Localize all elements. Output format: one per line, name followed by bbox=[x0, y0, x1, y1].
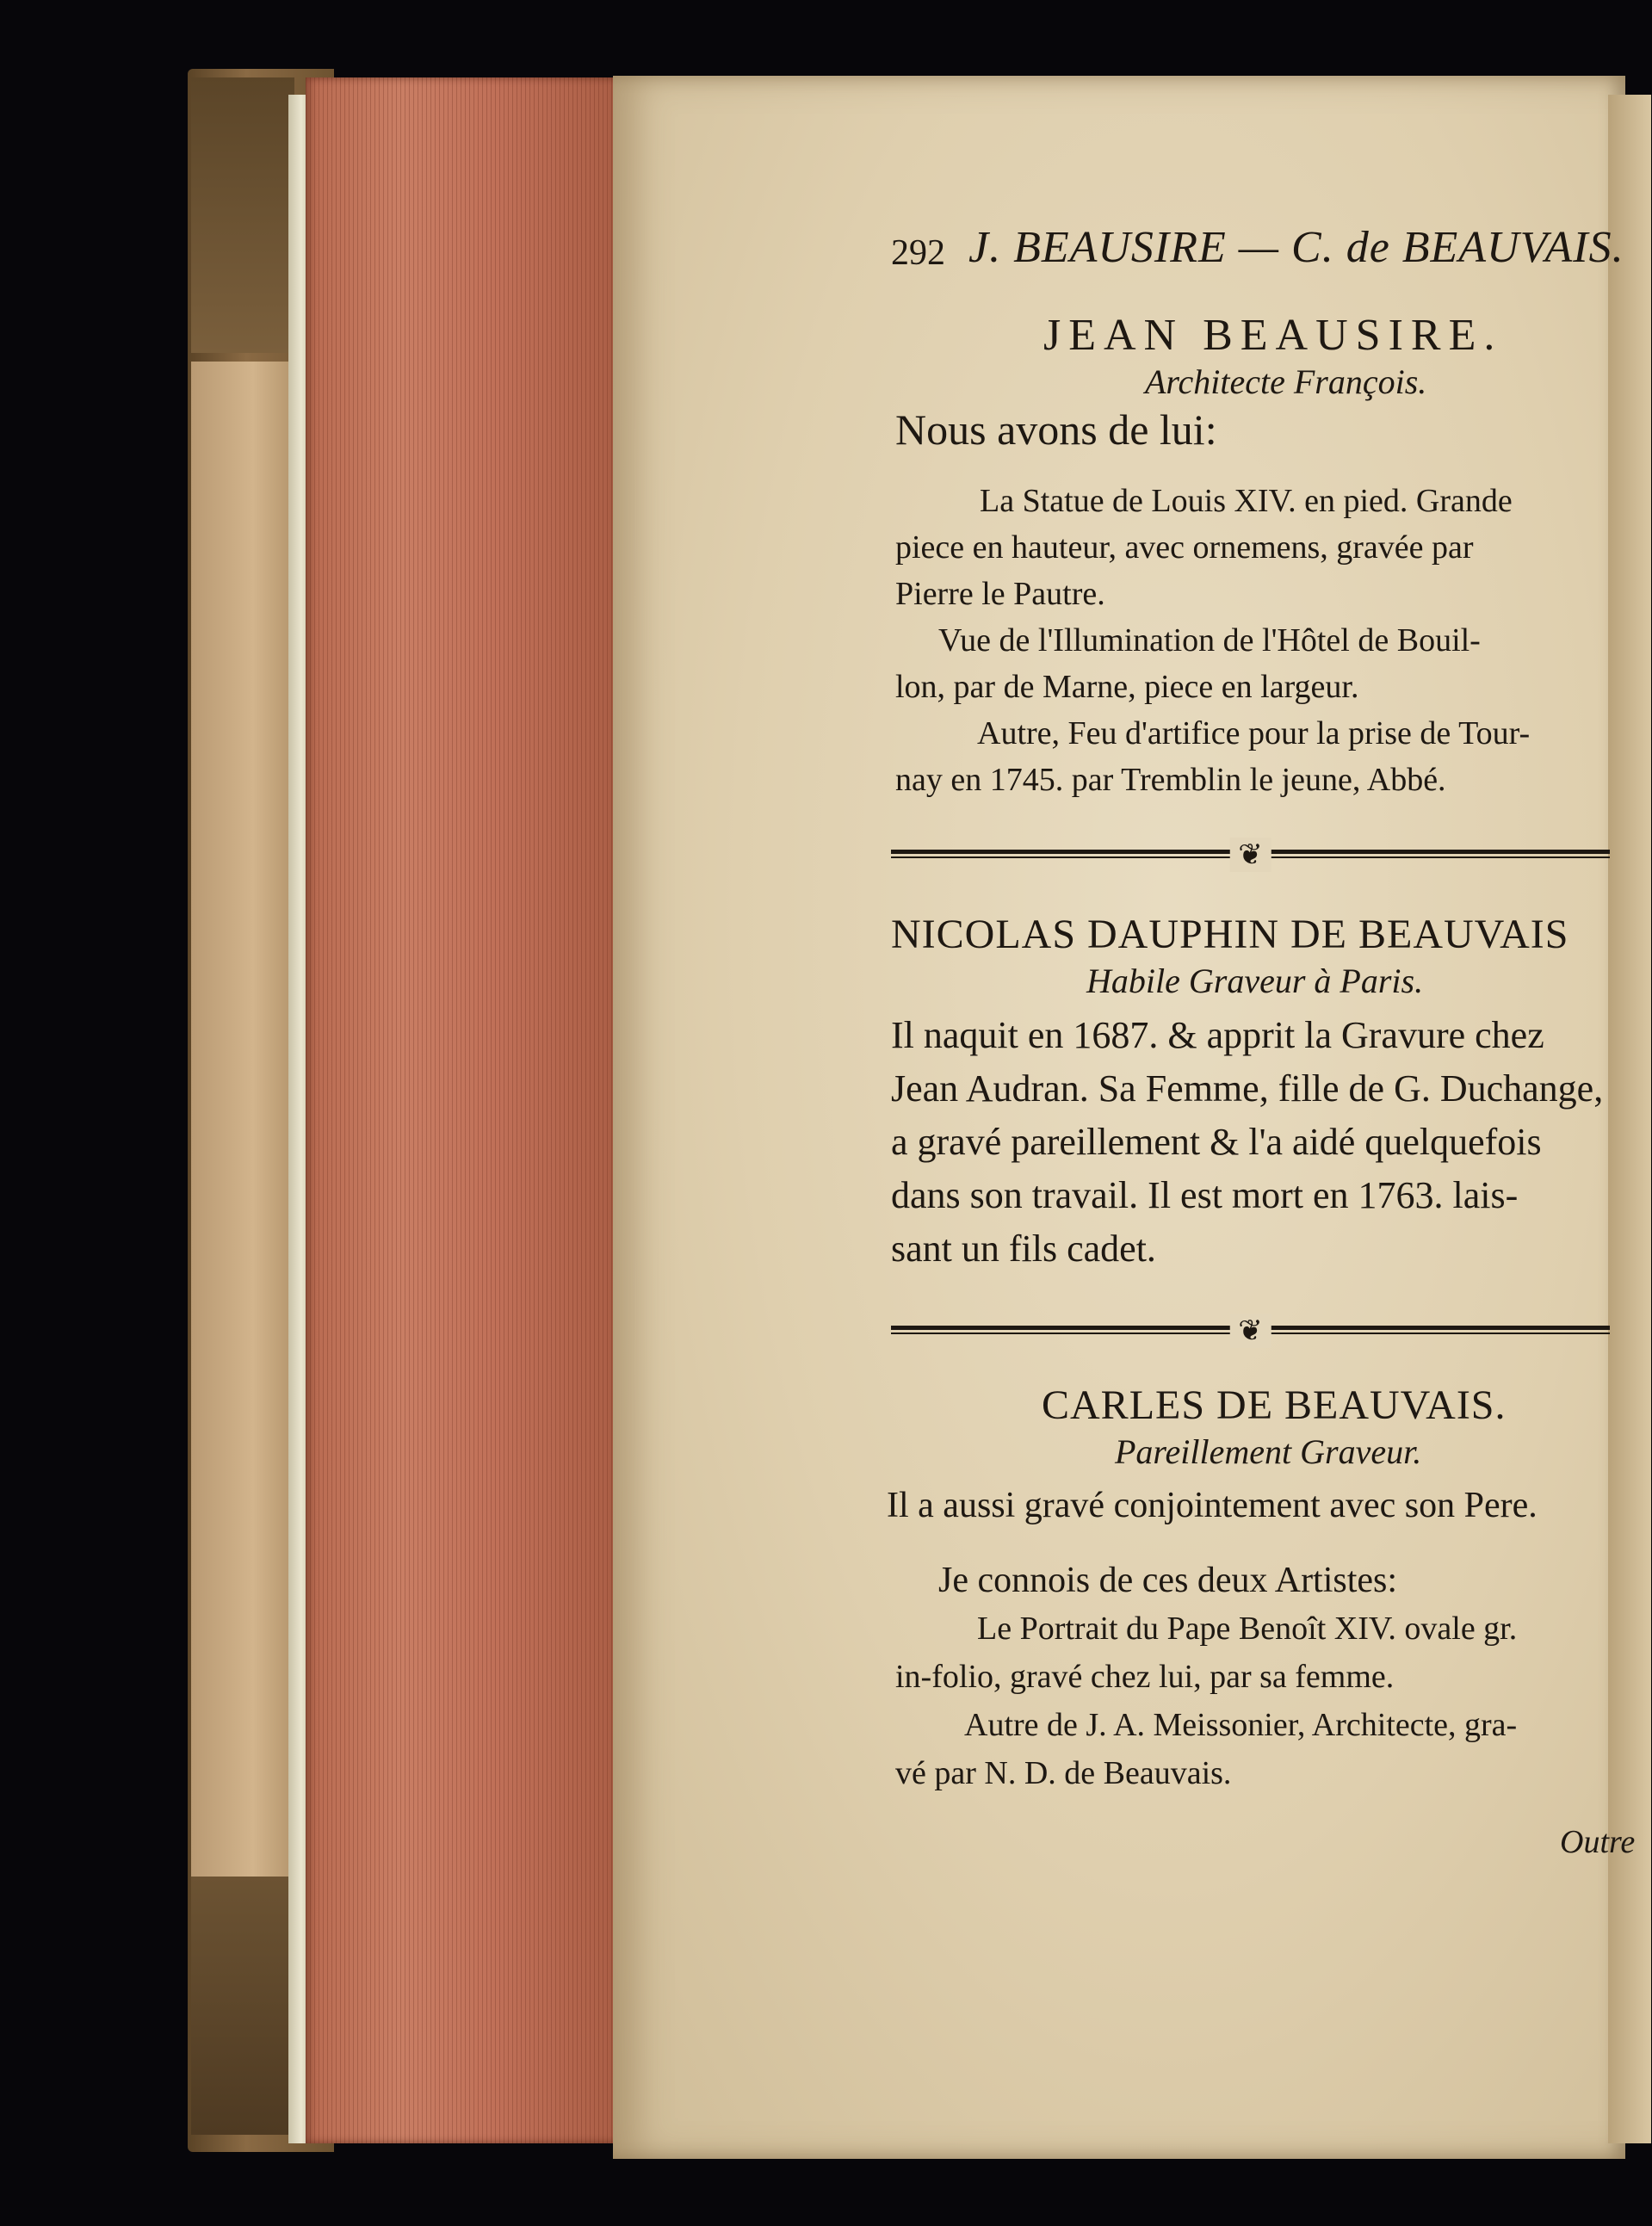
section-1-paragraph bbox=[895, 478, 1530, 803]
divider-ornament-icon: ❦ bbox=[1229, 838, 1271, 872]
text-line: lon, par de Marne, piece en largeur. bbox=[895, 669, 1359, 705]
section-3-name: CARLES DE BEAUVAIS. bbox=[1042, 1382, 1507, 1428]
page-number: 292 bbox=[891, 233, 945, 273]
cover-leather-bottom bbox=[191, 1877, 294, 2135]
section-1-intro: Nous avons de lui: bbox=[895, 405, 1217, 454]
section-1-title: Architecte François. bbox=[1145, 362, 1427, 401]
text-line: Vue de l'Illumination de l'Hôtel de Bouil- bbox=[938, 622, 1481, 659]
cover-paper-panel bbox=[191, 362, 294, 1877]
section-3-intro: Il a aussi gravé conjointement avec son Pere. bbox=[887, 1486, 1538, 1525]
section-2-name: NICOLAS DAUPHIN DE BEAUVAIS bbox=[891, 912, 1569, 957]
section-3-title: Pareillement Graveur. bbox=[1115, 1432, 1422, 1471]
red-page-edges bbox=[306, 77, 622, 2143]
section-divider bbox=[891, 1314, 1610, 1348]
text-line: vé par N. D. de Beauvais. bbox=[895, 1755, 1232, 1791]
section-2-paragraph bbox=[891, 1009, 1603, 1276]
text-line: in-folio, gravé chez lui, par sa femme. bbox=[895, 1659, 1395, 1695]
section-3-paragraph bbox=[895, 1556, 1517, 1797]
text-line: nay en 1745. par Tremblin le jeune, Abbé. bbox=[895, 762, 1446, 798]
text-line: piece en hauteur, avec ornemens, gravée par bbox=[895, 529, 1474, 566]
text-line: Je connois de ces deux Artistes: bbox=[938, 1561, 1398, 1600]
cover-leather-top bbox=[191, 77, 294, 353]
section-1-name: JEAN BEAUSIRE. bbox=[1043, 311, 1503, 360]
text-line: Jean Audran. Sa Femme, fille de G. Duchange, bbox=[891, 1067, 1604, 1110]
text-line: dans son travail. Il est mort en 1763. lais- bbox=[891, 1174, 1519, 1216]
section-2-title: Habile Graveur à Paris. bbox=[1086, 962, 1424, 1000]
text-line: Le Portrait du Pape Benoît XIV. ovale gr. bbox=[977, 1611, 1518, 1647]
text-line: La Statue de Louis XIV. en pied. Grande bbox=[980, 483, 1513, 519]
text-line: a gravé pareillement & l'a aidé quelquefois bbox=[891, 1121, 1542, 1163]
text-line: Pierre le Pautre. bbox=[895, 576, 1105, 612]
text-line: Il naquit en 1687. & apprit la Gravure chez bbox=[891, 1014, 1544, 1056]
text-line: Autre de J. A. Meissonier, Architecte, gra- bbox=[964, 1707, 1518, 1743]
text-line: Autre, Feu d'artifice pour la prise de Tour- bbox=[977, 715, 1531, 751]
divider-ornament-icon: ❦ bbox=[1229, 1314, 1271, 1348]
catchword: Outre bbox=[1560, 1824, 1636, 1860]
running-head-title: J. BEAUSIRE — C. de BEAUVAIS. bbox=[968, 223, 1624, 272]
text-line: sant un fils cadet. bbox=[891, 1227, 1156, 1270]
section-divider bbox=[891, 838, 1610, 872]
